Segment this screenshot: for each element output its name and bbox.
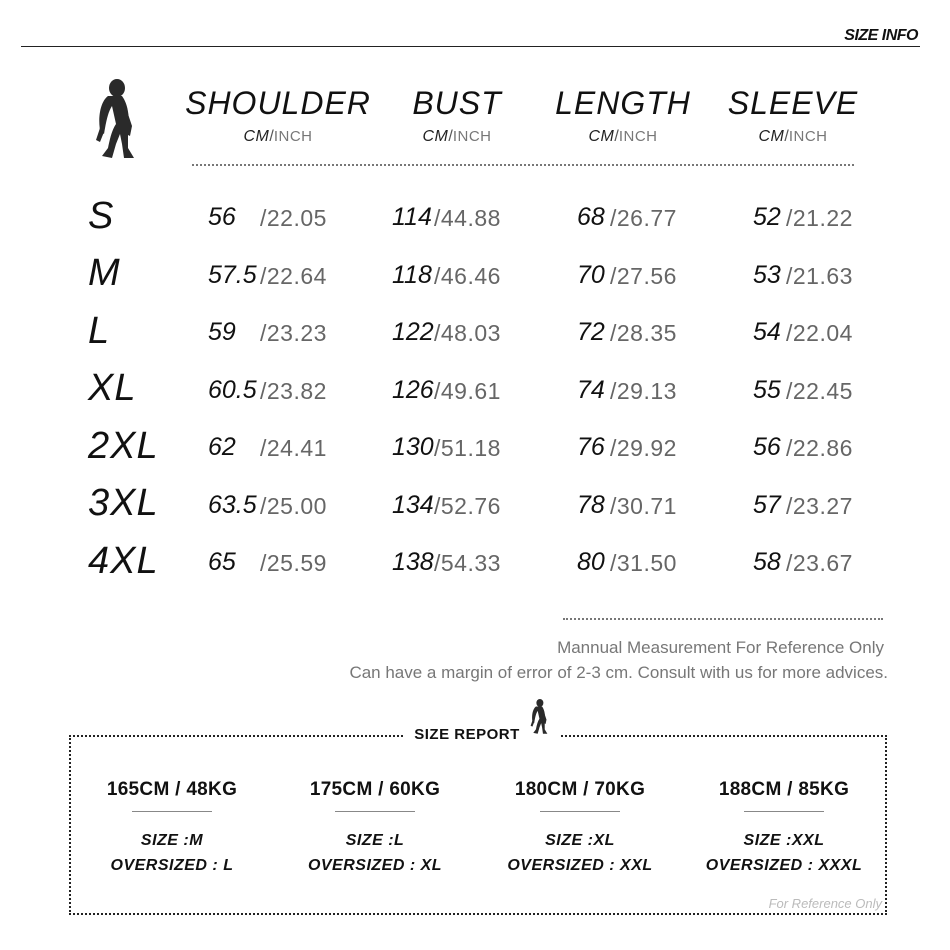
gorilla-figure-icon <box>528 694 550 740</box>
bust-inch: /44.88 <box>434 205 501 231</box>
shoulder-inch: /23.23 <box>260 320 327 346</box>
size-label: 2XL <box>88 425 159 467</box>
unit-inch: INCH <box>618 128 658 145</box>
bust-cm: 134 <box>392 491 434 519</box>
report-height-weight: 165CM / 48KG <box>106 779 238 800</box>
sleeve-cm: 54 <box>753 318 781 346</box>
report-footnote: For Reference Only <box>768 896 882 911</box>
column-unit <box>362 128 552 146</box>
size-report-title: SIZE REPORT <box>404 726 530 743</box>
sleeve-cm: 56 <box>753 433 781 461</box>
sleeve-inch: /21.63 <box>786 263 853 289</box>
report-height-weight: 188CM / 85KG <box>718 779 850 800</box>
shoulder-inch: /25.00 <box>260 493 327 519</box>
length-inch: /28.35 <box>610 320 677 346</box>
shoulder-cm: 60.5 <box>208 376 257 404</box>
length-cm: 76 <box>577 433 605 461</box>
shoulder-cm: 57.5 <box>208 261 257 289</box>
report-oversized: OVERSIZED : L <box>110 857 234 874</box>
report-divider <box>540 811 620 812</box>
unit-cm: CM <box>758 128 785 145</box>
sleeve-inch: /22.86 <box>786 435 853 461</box>
size-label: S <box>88 195 115 237</box>
unit-separator: / <box>269 128 274 145</box>
column-name: LENGTH <box>555 85 691 121</box>
report-oversized: OVERSIZED : XL <box>307 857 443 874</box>
length-cm: 74 <box>577 376 605 404</box>
length-cm: 68 <box>577 203 605 231</box>
bust-inch: /54.33 <box>434 550 501 576</box>
bust-cm: 114 <box>392 203 432 231</box>
unit-cm: CM <box>588 128 615 145</box>
length-inch: /31.50 <box>610 550 677 576</box>
bust-inch: /51.18 <box>434 435 501 461</box>
report-height-weight: 180CM / 70KG <box>514 779 646 800</box>
column-name: BUST <box>412 85 502 121</box>
size-label: XL <box>88 367 137 409</box>
sleeve-cm: 57 <box>753 491 781 519</box>
bust-cm: 122 <box>392 318 434 346</box>
size-label: 3XL <box>88 482 159 524</box>
sleeve-cm: 53 <box>753 261 781 289</box>
length-inch: /29.13 <box>610 378 677 404</box>
shoulder-inch: /23.82 <box>260 378 327 404</box>
shoulder-inch: /25.59 <box>260 550 327 576</box>
sleeve-cm: 55 <box>753 376 781 404</box>
length-cm: 80 <box>577 548 605 576</box>
bust-inch: /52.76 <box>434 493 501 519</box>
unit-cm: CM <box>243 128 270 145</box>
report-divider <box>132 811 212 812</box>
report-divider <box>744 811 824 812</box>
report-entry <box>480 779 680 878</box>
size-label: M <box>88 252 121 294</box>
column-header-bust <box>362 85 552 146</box>
column-header-sleeve <box>698 85 888 146</box>
unit-inch: INCH <box>273 128 313 145</box>
sleeve-inch: /23.27 <box>786 493 853 519</box>
unit-cm: CM <box>422 128 449 145</box>
unit-inch: INCH <box>788 128 828 145</box>
header-dotted-divider <box>192 164 854 166</box>
sleeve-inch: /22.04 <box>786 320 853 346</box>
shoulder-cm: 65 <box>208 548 236 576</box>
unit-separator: / <box>784 128 789 145</box>
length-cm: 72 <box>577 318 605 346</box>
shoulder-cm: 59 <box>208 318 236 346</box>
report-entry <box>684 779 884 878</box>
column-unit <box>528 128 718 146</box>
bust-cm: 126 <box>392 376 434 404</box>
sleeve-cm: 58 <box>753 548 781 576</box>
column-unit <box>698 128 888 146</box>
unit-inch: INCH <box>452 128 492 145</box>
length-inch: /27.56 <box>610 263 677 289</box>
sleeve-inch: /22.45 <box>786 378 853 404</box>
report-size: SIZE :XL <box>545 832 615 849</box>
report-oversized: OVERSIZED : XXL <box>507 857 653 874</box>
bust-cm: 130 <box>392 433 434 461</box>
unit-separator: / <box>448 128 453 145</box>
bust-inch: /46.46 <box>434 263 501 289</box>
report-height-weight: 175CM / 60KG <box>309 779 441 800</box>
column-header-length <box>528 85 718 146</box>
gorilla-figure-icon <box>90 78 140 162</box>
column-name: SHOULDER <box>185 85 371 121</box>
unit-separator: / <box>614 128 619 145</box>
report-size: SIZE :L <box>345 832 405 849</box>
bust-inch: /48.03 <box>434 320 501 346</box>
shoulder-cm: 56 <box>208 203 236 231</box>
shoulder-inch: /22.05 <box>260 205 327 231</box>
report-size: SIZE :M <box>140 832 204 849</box>
bust-cm: 118 <box>392 261 432 289</box>
report-entry <box>275 779 475 878</box>
notes-dotted-divider <box>563 618 883 620</box>
column-header-shoulder <box>183 85 373 146</box>
page-title: SIZE INFO <box>844 27 918 44</box>
bust-inch: /49.61 <box>434 378 501 404</box>
length-cm: 70 <box>577 261 605 289</box>
note-margin-of-error: Can have a margin of error of 2-3 cm. Consult with us for more advices. <box>349 663 888 682</box>
length-cm: 78 <box>577 491 605 519</box>
shoulder-inch: /24.41 <box>260 435 327 461</box>
shoulder-cm: 63.5 <box>208 491 257 519</box>
report-divider <box>335 811 415 812</box>
report-size: SIZE :XXL <box>743 832 825 849</box>
sleeve-inch: /23.67 <box>786 550 853 576</box>
length-inch: /30.71 <box>610 493 677 519</box>
report-entry <box>72 779 272 878</box>
column-unit <box>183 128 373 146</box>
report-oversized: OVERSIZED : XXXL <box>705 857 863 874</box>
header-divider <box>21 46 920 47</box>
length-inch: /29.92 <box>610 435 677 461</box>
shoulder-cm: 62 <box>208 433 236 461</box>
sleeve-inch: /21.22 <box>786 205 853 231</box>
bust-cm: 138 <box>392 548 434 576</box>
length-inch: /26.77 <box>610 205 677 231</box>
column-name: SLEEVE <box>727 85 859 121</box>
sleeve-cm: 52 <box>753 203 781 231</box>
shoulder-inch: /22.64 <box>260 263 327 289</box>
size-label: 4XL <box>88 540 159 582</box>
size-label: L <box>88 310 111 352</box>
note-reference: Mannual Measurement For Reference Only <box>557 638 884 657</box>
